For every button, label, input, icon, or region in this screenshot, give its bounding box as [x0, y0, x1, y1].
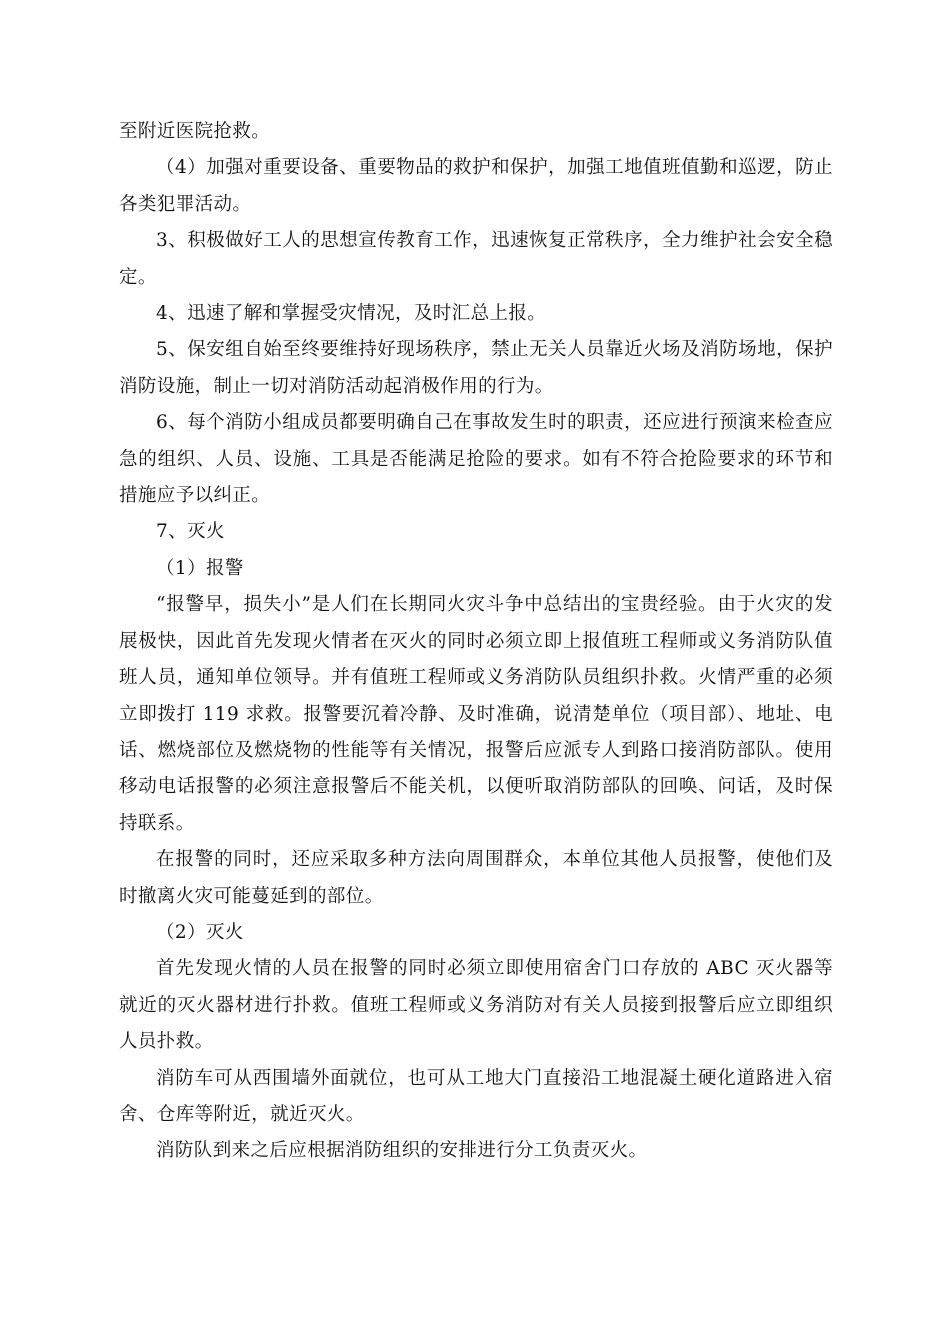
- paragraph-fire-brigade: 消防队到来之后应根据消防组织的安排进行分工负责灭火。: [156, 1140, 648, 1162]
- paragraph-item-4: （4）加强对重要设备、重要物品的救护和保护，加强工地值班值勤和巡逻，防止各类犯罪活动。: [119, 157, 833, 215]
- subheading-extinguish: （2）灭火: [156, 921, 244, 943]
- paragraph-alarm-others: 在报警的同时，还应采取多种方法向周围群众，本单位其他人员报警，使他们及时撤离火灾可能蔓延到的部位。: [119, 849, 833, 907]
- paragraph-item-4-report: 4、迅速了解和掌握受灾情况，及时汇总上报。: [156, 303, 547, 325]
- paragraph-item-6: 6、每个消防小组成员都要明确自己在事故发生时的职责，还应进行预演来检查应急的组织、人员、设施、工具是否能满足抢险的要求。如有不符合抢险要求的环节和措施应予以纠正。: [119, 412, 833, 507]
- paragraph-item-3: 3、积极做好工人的思想宣传教育工作，迅速恢复正常秩序，全力维护社会安全稳定。: [119, 230, 833, 288]
- paragraph-alarm-details: “报警早，损失小”是人们在长期同火灾斗争中总结出的宝贵经验。由于火灾的发展极快，因此首先发现火情者在灭火的同时必须立即上报值班工程师或义务消防队值班人员，通知单位领导。并有值班工程师或义务消防队员组织扑救。火情严重的必须立即拨打 119 求救。报警要沉着冷静、及时准确，说清楚单位（项目部）、地址、电话、燃烧部位及燃烧物的性能等有关情况，报警后应派专人到路口接消防部队。使用移动电话报警的必须注意报警后不能关机，以便听取消防部队的回唤、问话，及时保持联系。: [119, 594, 833, 834]
- paragraph-extinguish-first: 首先发现火情的人员在报警的同时必须立即使用宿舍门口存放的 ABC 灭火器等就近的灭火器材进行扑救。值班工程师或义务消防对有关人员接到报警后应立即组织人员扑救。: [119, 958, 833, 1053]
- paragraph-item-5: 5、保安组自始至终要维持好现场秩序，禁止无关人员靠近火场及消防场地，保护消防设施，制止一切对消防活动起消极作用的行为。: [119, 339, 833, 397]
- section-heading-fire-fighting: 7、灭火: [156, 521, 225, 543]
- paragraph-continuation: 至附近医院抢救。: [119, 121, 271, 142]
- paragraph-fire-truck: 消防车可从西围墙外面就位，也可从工地大门直接沿工地混凝土硬化道路进入宿舍、仓库等附近，就近灭火。: [119, 1067, 833, 1125]
- subheading-alarm: （1）报警: [156, 557, 244, 579]
- document-body: [119, 114, 833, 1170]
